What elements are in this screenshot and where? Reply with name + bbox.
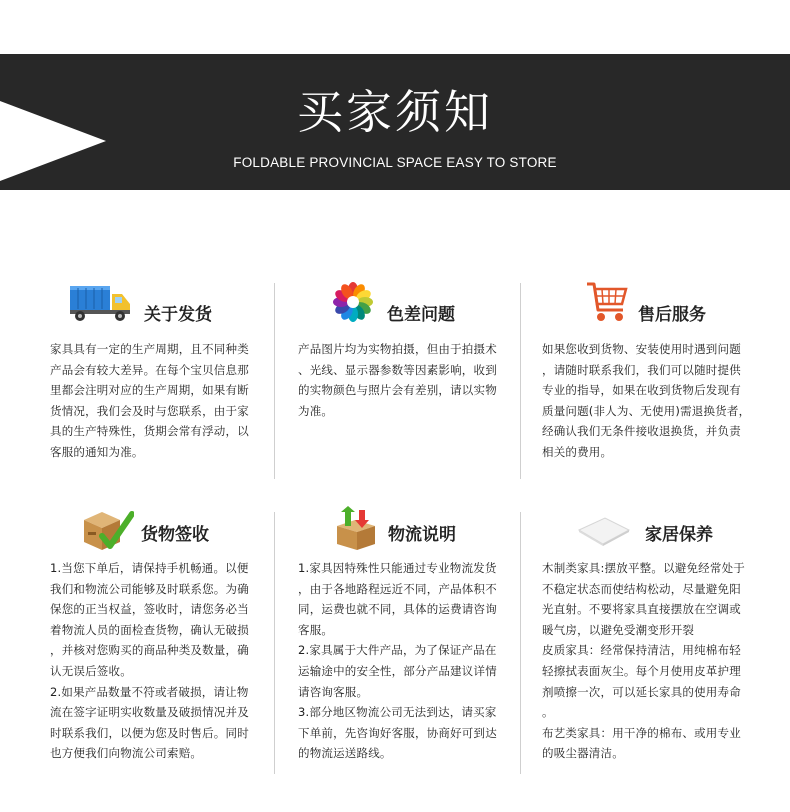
cloth-icon	[575, 514, 631, 548]
body-line: ，请随时联系我们，我们可以随时提供	[542, 362, 741, 377]
body-line: 里都会注明对应的生产周期，如果有断	[50, 383, 249, 398]
body-line: 的实物颜色与照片会有差别，请以实物	[298, 383, 497, 398]
section-title: 关于发货	[144, 305, 212, 325]
section-title: 售后服务	[638, 305, 706, 325]
body-line: 认无误后签收。	[50, 663, 132, 678]
body-line: ，并核对您购买的商品种类及数量，确	[50, 643, 249, 658]
body-line: 光直射。不要将家具直接摆放在空调或	[542, 602, 741, 617]
body-line: 皮质家具：经常保持清洁，用纯棉布轻	[542, 643, 741, 658]
section-title: 货物签收	[141, 525, 209, 545]
body-line: 。	[542, 705, 554, 720]
delivery-truck-icon	[68, 280, 132, 322]
body-line: 客服的通知为准。	[50, 444, 144, 459]
section-title: 色差问题	[387, 305, 455, 325]
body-line: 产品会有较大差异。在每个宝贝信息那	[50, 362, 249, 377]
page-title: 买家须知	[297, 85, 493, 139]
body-line: 下单前，先咨询好客服，协商好可到达	[298, 725, 497, 740]
body-line: 2.家具属于大件产品，为了保证产品在	[298, 643, 497, 658]
body-line: 保您的正当权益，签收时，请您务必当	[50, 602, 249, 617]
body-line: 暖气房，以避免受潮变形开裂	[542, 622, 695, 637]
body-line: 着物流人员的面检查货物，确认无破损	[50, 622, 249, 637]
section-after-sales	[521, 280, 790, 480]
body-line: 经确认我们无条件接收退换货，并负责	[542, 424, 741, 439]
section-body	[542, 339, 757, 463]
section-title: 物流说明	[388, 525, 456, 545]
body-line: ，由于各地路程远近不同，产品体积不	[298, 581, 497, 596]
body-line: 具的生产特殊性，货期会常有浮动，以	[50, 424, 249, 439]
body-line: 我们和物流公司能够及时联系您。为确	[50, 581, 249, 596]
section-logistics	[275, 506, 520, 776]
body-line: 不稳定状态而使结构松动，尽量避免阳	[542, 581, 741, 596]
section-body	[542, 558, 764, 764]
body-line: 也方便我们向物流公司索赔。	[50, 746, 203, 761]
body-line: 相关的费用。	[542, 444, 613, 459]
body-line: 的物流运送路线。	[298, 746, 392, 761]
body-line: 3.部分地区物流公司无法到达，请买家	[298, 705, 497, 720]
section-body	[50, 558, 265, 764]
body-line: 运输途中的安全性，部分产品建议详情	[298, 663, 497, 678]
box-checkmark-icon	[80, 506, 134, 552]
page-subtitle: FOLDABLE PROVINCIAL SPACE EASY TO STORE	[233, 155, 557, 170]
body-line: 家具具有一定的生产周期，且不同种类	[50, 342, 249, 356]
header-banner	[0, 54, 790, 190]
body-line: 请咨询客服。	[298, 684, 369, 699]
body-line: 如果您收到货物、安装使用时遇到问题	[542, 342, 741, 356]
body-line: 货情况，我们会及时与您联系，由于家	[50, 403, 249, 418]
section-color	[275, 280, 520, 480]
box-arrows-icon	[331, 506, 381, 552]
section-shipping	[0, 280, 274, 480]
body-line: 布艺类家具：用干净的棉布、或用专业	[542, 725, 741, 740]
body-line: 1.当您下单后，请保持手机畅通。以便	[50, 561, 249, 575]
body-line: 同，运费也就不同，具体的运费请咨询	[298, 602, 497, 617]
section-body	[50, 339, 265, 463]
shopping-cart-icon	[585, 280, 629, 324]
section-body	[298, 558, 513, 764]
body-line: 1.家具因特殊性只能通过专业物流发货	[298, 561, 497, 575]
body-line: 轻擦拭表面灰尘。每个月使用皮革护理	[542, 663, 741, 678]
section-body	[298, 339, 513, 421]
body-line: 质量问题(非人为、无使用)需退换货者，	[542, 403, 751, 418]
body-line: 2.如果产品数量不符或者破损，请让物	[50, 684, 249, 699]
body-line: 为准。	[298, 403, 334, 418]
body-line: 木制类家具:摆放平整。以避免经常处于	[542, 561, 745, 575]
section-receiving	[0, 506, 274, 776]
section-care	[521, 506, 790, 776]
body-line: 流在签字证明实收数量及破损情况并及	[50, 705, 249, 720]
body-line: 时联系我们，以便为您及时售后。同时	[50, 725, 249, 740]
body-line: 专业的指导，如果在收到货物后发现有	[542, 383, 741, 398]
section-title: 家居保养	[645, 525, 713, 545]
body-line: 剂喷擦一次，可以延长家具的使用寿命	[542, 684, 741, 699]
body-line: 、光线、显示器参数等因素影响，收到	[298, 362, 497, 377]
body-line: 客服。	[298, 622, 334, 637]
body-line: 的吸尘器清洁。	[542, 746, 624, 761]
color-wheel-icon	[333, 282, 373, 322]
body-line: 产品图片均为实物拍摄，但由于拍摄术	[298, 342, 497, 356]
